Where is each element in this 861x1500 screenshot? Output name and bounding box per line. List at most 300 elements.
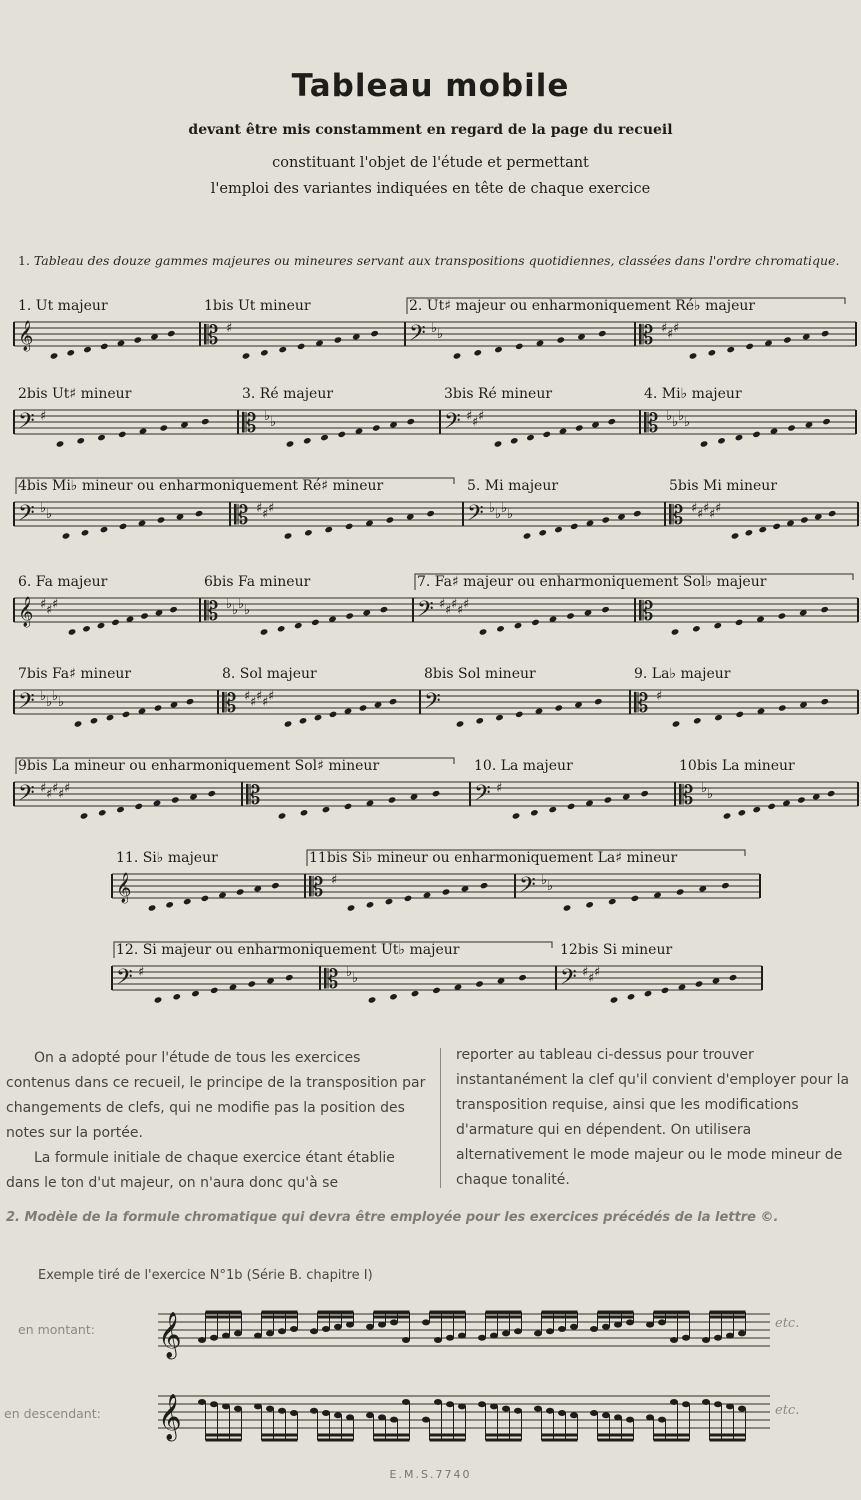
scale-note xyxy=(406,418,415,425)
note xyxy=(490,1333,498,1339)
key-signature-accidental: ♭ xyxy=(226,597,233,612)
scale-note xyxy=(404,895,413,902)
clef-icon: 𝄡 xyxy=(644,409,659,439)
key-signature-accidental: ♭ xyxy=(40,501,47,516)
note xyxy=(558,1326,566,1332)
scale-label: 1bis Ut mineur xyxy=(204,298,311,314)
clef-icon: 𝄡 xyxy=(246,781,261,811)
scale-note xyxy=(689,352,698,359)
scale-note xyxy=(277,625,286,632)
scale-note xyxy=(828,510,837,517)
treble-clef-icon: 𝄞 xyxy=(158,1312,182,1358)
scale-note xyxy=(169,606,178,613)
scale-note xyxy=(82,625,91,632)
key-signature-accidental: ♯ xyxy=(268,689,275,704)
note xyxy=(234,1330,242,1336)
scale-note xyxy=(494,440,503,447)
scale-note xyxy=(735,711,744,718)
key-signature-accidental: ♭ xyxy=(264,409,271,424)
scale-label: 7bis Fa♯ mineur xyxy=(18,666,132,682)
note xyxy=(478,1401,486,1407)
scale-note xyxy=(154,704,163,711)
scale-note xyxy=(345,612,354,619)
clef-icon: 𝄡 xyxy=(634,689,649,719)
key-signature-accidental: ♯ xyxy=(52,597,59,612)
scale-note xyxy=(538,529,547,536)
scale-label: 8bis Sol mineur xyxy=(424,666,536,682)
scale-note xyxy=(631,895,640,902)
note xyxy=(422,1319,430,1325)
note xyxy=(310,1408,318,1414)
key-signature-accidental: ♭ xyxy=(352,971,359,986)
scale-label: 1. Ut majeur xyxy=(18,298,108,314)
note xyxy=(366,1324,374,1330)
clef-icon: 𝄢 xyxy=(18,689,35,719)
key-signature-accidental: ♯ xyxy=(138,965,145,980)
note xyxy=(310,1328,318,1334)
key-signature-accidental: ♭ xyxy=(507,507,514,522)
key-signature-accidental: ♭ xyxy=(40,689,47,704)
key-signature-accidental: ♯ xyxy=(52,781,59,796)
note xyxy=(446,1401,454,1407)
scale-note xyxy=(154,996,163,1003)
scale-note xyxy=(337,431,346,438)
key-signature-accidental: ♯ xyxy=(250,695,257,710)
scale-note xyxy=(411,990,420,997)
scale-note xyxy=(598,330,607,337)
scale-note xyxy=(260,628,269,635)
column-divider xyxy=(440,1048,441,1188)
section-1-number: 1. xyxy=(18,253,30,268)
note xyxy=(478,1335,486,1341)
note xyxy=(514,1328,522,1334)
clef-icon: 𝄢 xyxy=(18,409,35,439)
scale-note xyxy=(714,714,723,721)
scale-note xyxy=(473,349,482,356)
scale-note xyxy=(800,516,809,523)
scale-label: 9. La♭ majeur xyxy=(634,666,731,682)
note xyxy=(670,1399,678,1405)
key-signature-accidental: ♯ xyxy=(226,321,233,336)
scale-note xyxy=(767,803,776,810)
key-signature-accidental: ♯ xyxy=(40,597,47,612)
ascending-label: en montant: xyxy=(18,1322,95,1337)
key-signature-accidental: ♭ xyxy=(701,781,708,796)
note xyxy=(434,1399,442,1405)
note xyxy=(222,1333,230,1339)
scale-note xyxy=(556,336,565,343)
scale-note xyxy=(601,606,610,613)
scale-note xyxy=(97,434,106,441)
clef-icon: 𝄡 xyxy=(639,321,654,351)
etc-label-descending: etc. xyxy=(775,1403,800,1418)
scale-note xyxy=(299,717,308,724)
scale-note xyxy=(366,901,375,908)
chromatic-example-staves xyxy=(150,1290,770,1450)
note xyxy=(602,1412,610,1418)
note xyxy=(222,1403,230,1409)
note xyxy=(502,1330,510,1336)
note xyxy=(402,1337,410,1343)
scale-note xyxy=(278,812,287,819)
scale-note xyxy=(297,343,306,350)
scale-note xyxy=(676,888,685,895)
note xyxy=(210,1401,218,1407)
key-signature-accidental: ♯ xyxy=(244,689,251,704)
key-signature-accidental: ♯ xyxy=(268,501,275,516)
scale-note xyxy=(50,352,59,359)
scale-note xyxy=(66,349,75,356)
scale-note xyxy=(284,720,293,727)
scale-note xyxy=(74,720,83,727)
scale-note xyxy=(721,882,730,889)
scale-label: 7. Fa♯ majeur ou enharmoniquement Sol♭ majeur xyxy=(417,574,767,590)
note xyxy=(378,1414,386,1420)
scale-note xyxy=(585,901,594,908)
scale-note xyxy=(695,980,704,987)
key-signature-accidental: ♭ xyxy=(238,597,245,612)
scale-note xyxy=(713,622,722,629)
key-signature-accidental: ♭ xyxy=(666,409,673,424)
scale-note xyxy=(787,424,796,431)
scale-note xyxy=(322,806,331,813)
note xyxy=(646,1414,654,1420)
scale-note xyxy=(100,343,109,350)
scale-note xyxy=(494,346,503,353)
clef-icon: 𝄡 xyxy=(639,597,654,627)
clef-icon: 𝄢 xyxy=(560,965,577,995)
scale-note xyxy=(778,612,787,619)
clef-icon: 𝄡 xyxy=(679,781,694,811)
key-signature-accidental: ♯ xyxy=(262,507,269,522)
scale-note xyxy=(347,904,356,911)
scale-note xyxy=(510,437,519,444)
scale-note xyxy=(523,532,532,539)
note xyxy=(570,1412,578,1418)
note xyxy=(266,1330,274,1336)
key-signature-accidental: ♯ xyxy=(46,603,53,618)
note xyxy=(198,1399,206,1405)
key-signature-accidental: ♭ xyxy=(547,879,554,894)
key-signature-accidental: ♭ xyxy=(46,507,53,522)
scale-note xyxy=(98,809,107,816)
note xyxy=(422,1417,430,1423)
key-signature-accidental: ♯ xyxy=(256,689,263,704)
subtitle-line-3: l'emploi des variantes indiquées en tête de chaque exercice xyxy=(210,181,651,197)
note xyxy=(266,1406,274,1412)
scale-note xyxy=(531,619,540,626)
key-signature-accidental: ♭ xyxy=(501,501,508,516)
key-signature-accidental: ♯ xyxy=(451,597,458,612)
scale-note xyxy=(723,812,732,819)
note xyxy=(402,1399,410,1405)
scale-note xyxy=(388,796,397,803)
clef-icon: 𝄢 xyxy=(424,689,441,719)
scale-note xyxy=(159,424,168,431)
note xyxy=(682,1401,690,1407)
scale-note xyxy=(285,974,294,981)
scale-note xyxy=(172,993,181,1000)
note xyxy=(590,1326,598,1332)
left-paragraph-2: La formule initiale de chaque exercice étant établie dans le ton d'ut majeur, on n'aura donc qu'à se xyxy=(6,1150,395,1191)
scale-note xyxy=(56,440,65,447)
scale-note xyxy=(247,980,256,987)
note xyxy=(738,1406,746,1412)
scale-note xyxy=(700,440,709,447)
note xyxy=(658,1319,666,1325)
note xyxy=(738,1330,746,1336)
scale-note xyxy=(260,349,269,356)
key-signature-accidental: ♭ xyxy=(46,695,53,710)
scale-note xyxy=(329,711,338,718)
scale-note xyxy=(68,628,77,635)
section-1-heading-text: Tableau des douze gammes majeures ou mineures servant aux transpositions quotidiennes, classées dans l'ordre chromatique. xyxy=(33,253,840,268)
clef-icon: 𝄢 xyxy=(417,597,434,627)
scale-note xyxy=(207,790,216,797)
scale-note xyxy=(118,431,127,438)
scale-note xyxy=(567,803,576,810)
scale-note xyxy=(359,704,368,711)
scale-label: 8. Sol majeur xyxy=(222,666,317,682)
scale-note xyxy=(608,898,617,905)
section-2-heading: 2. Modèle de la formule chromatique qui devra être employée pour les exercices précédés de la lettre ©. xyxy=(6,1210,779,1225)
scale-note xyxy=(752,806,761,813)
clef-icon: 𝄢 xyxy=(519,873,536,903)
clef-icon: 𝄞 xyxy=(116,873,132,903)
scale-note xyxy=(607,418,616,425)
scale-note xyxy=(672,720,681,727)
scale-note xyxy=(453,352,462,359)
scale-note xyxy=(575,424,584,431)
subtitle-line-1: devant être mis constamment en regard de la page du recueil xyxy=(188,122,673,138)
scale-note xyxy=(334,336,343,343)
clef-icon: 𝄢 xyxy=(444,409,461,439)
scale-note xyxy=(278,346,287,353)
scale-note xyxy=(80,812,89,819)
scale-note xyxy=(731,532,740,539)
scale-note xyxy=(191,990,200,997)
note xyxy=(702,1337,710,1343)
scale-note xyxy=(530,809,539,816)
clef-icon: 𝄢 xyxy=(18,781,35,811)
note xyxy=(502,1406,510,1412)
scale-label: 10. La majeur xyxy=(474,758,573,774)
scale-note xyxy=(693,717,702,724)
clef-icon: 𝄡 xyxy=(234,501,249,531)
note xyxy=(458,1333,466,1339)
note xyxy=(534,1330,542,1336)
scale-note xyxy=(111,619,120,626)
scale-note xyxy=(140,612,149,619)
note xyxy=(278,1408,286,1414)
scale-note xyxy=(633,510,642,517)
scale-note xyxy=(242,352,251,359)
key-signature-accidental: ♯ xyxy=(697,507,704,522)
key-signature-accidental: ♯ xyxy=(715,501,722,516)
note xyxy=(458,1403,466,1409)
scale-note xyxy=(827,790,836,797)
key-signature-accidental: ♯ xyxy=(496,781,503,796)
scale-note xyxy=(236,888,245,895)
right-text-column xyxy=(456,1043,861,1193)
scale-label: 6bis Fa mineur xyxy=(204,574,311,590)
clef-icon: 𝄡 xyxy=(242,409,257,439)
key-signature-accidental: ♯ xyxy=(256,501,263,516)
scale-note xyxy=(515,711,524,718)
key-signature-accidental: ♭ xyxy=(495,507,502,522)
key-signature-accidental: ♯ xyxy=(331,873,338,888)
note xyxy=(658,1417,666,1423)
scale-label: 11. Si♭ majeur xyxy=(116,850,218,866)
scale-note xyxy=(165,901,174,908)
scale-note xyxy=(661,987,670,994)
note xyxy=(254,1403,262,1409)
key-signature-accidental: ♯ xyxy=(466,409,473,424)
scale-note xyxy=(604,796,613,803)
plate-number: E.M.S.7740 xyxy=(389,1468,472,1481)
descending-label: en descendant: xyxy=(4,1406,101,1421)
scale-note xyxy=(97,622,106,629)
scale-note xyxy=(526,434,535,441)
clef-icon: 𝄢 xyxy=(409,321,426,351)
scale-note xyxy=(122,711,131,718)
note xyxy=(546,1328,554,1334)
example-caption: Exemple tiré de l'exercice N°1b (Série B. chapitre I) xyxy=(38,1268,373,1283)
scale-note xyxy=(640,790,649,797)
scale-label: 9bis La mineur ou enharmoniquement Sol♯ mineur xyxy=(18,758,380,774)
scale-note xyxy=(778,704,787,711)
key-signature-accidental: ♭ xyxy=(489,501,496,516)
key-signature-accidental: ♭ xyxy=(431,321,438,336)
note xyxy=(390,1319,398,1325)
clef-icon: 𝄢 xyxy=(116,965,133,995)
key-signature-accidental: ♯ xyxy=(588,971,595,986)
key-signature-accidental: ♯ xyxy=(457,603,464,618)
scale-label: 2bis Ut♯ mineur xyxy=(18,386,132,402)
clef-icon: 𝄢 xyxy=(474,781,491,811)
key-signature-accidental: ♯ xyxy=(64,781,71,796)
scale-note xyxy=(475,717,484,724)
note xyxy=(614,1322,622,1328)
scale-note xyxy=(432,790,441,797)
scale-note xyxy=(148,904,157,911)
scale-note xyxy=(90,717,99,724)
note xyxy=(446,1335,454,1341)
scale-note xyxy=(548,806,557,813)
scale-label: 12bis Si mineur xyxy=(560,942,673,958)
note xyxy=(322,1326,330,1332)
scale-note xyxy=(821,330,830,337)
scale-note xyxy=(644,990,653,997)
scale-note xyxy=(300,809,309,816)
key-signature-accidental: ♯ xyxy=(40,409,47,424)
scale-note xyxy=(116,806,125,813)
scale-label: 4bis Mi♭ mineur ou enharmoniquement Ré♯ mineur xyxy=(18,478,384,494)
scale-note xyxy=(210,987,219,994)
clef-icon: 𝄡 xyxy=(204,597,219,627)
scale-note xyxy=(171,796,180,803)
scale-note xyxy=(480,882,489,889)
note xyxy=(714,1335,722,1341)
scale-note xyxy=(133,336,142,343)
scale-note xyxy=(822,418,831,425)
key-signature-accidental: ♯ xyxy=(40,781,47,796)
scale-note xyxy=(570,523,579,530)
scale-note xyxy=(314,714,323,721)
note xyxy=(278,1328,286,1334)
scale-note xyxy=(106,714,115,721)
scale-note xyxy=(345,523,354,530)
scale-note xyxy=(515,343,524,350)
section-1-heading xyxy=(18,250,858,271)
scale-note xyxy=(304,529,313,536)
scale-note xyxy=(303,437,312,444)
scale-note xyxy=(62,532,71,539)
clef-icon: 𝄞 xyxy=(18,321,34,351)
scale-note xyxy=(610,996,619,1003)
scale-note xyxy=(738,809,747,816)
note xyxy=(254,1333,262,1339)
scale-note xyxy=(729,974,738,981)
note xyxy=(290,1326,298,1332)
scale-note xyxy=(195,510,204,517)
left-paragraph-1: On a adopté pour l'étude de tous les exercices contenus dans ce recueil, le principe de la transposition par changements de clefs, qui ne modifie pas la position des notes sur la portée. xyxy=(6,1050,426,1141)
scale-note xyxy=(386,516,395,523)
key-signature-accidental: ♯ xyxy=(439,597,446,612)
etc-label-ascending: etc. xyxy=(775,1316,800,1331)
scale-note xyxy=(820,698,829,705)
key-signature-accidental: ♭ xyxy=(672,415,679,430)
note xyxy=(714,1401,722,1407)
key-signature-accidental: ♯ xyxy=(445,603,452,618)
key-signature-accidental: ♭ xyxy=(678,409,685,424)
scale-note xyxy=(284,532,293,539)
key-signature-accidental: ♯ xyxy=(478,409,485,424)
scale-note xyxy=(186,698,195,705)
scale-note xyxy=(167,330,176,337)
scale-note xyxy=(119,523,128,530)
scale-note xyxy=(627,993,636,1000)
key-signature-accidental: ♯ xyxy=(667,327,674,342)
note xyxy=(514,1408,522,1414)
scale-label: 6. Fa majeur xyxy=(18,574,108,590)
scale-note xyxy=(708,349,717,356)
scale-note xyxy=(745,529,754,536)
clef-icon: 𝄡 xyxy=(309,873,324,903)
scale-note xyxy=(324,526,333,533)
note xyxy=(726,1333,734,1339)
note xyxy=(614,1414,622,1420)
scale-note xyxy=(368,996,377,1003)
note xyxy=(726,1403,734,1409)
scale-note xyxy=(772,523,781,530)
note xyxy=(590,1410,598,1416)
scale-note xyxy=(566,612,575,619)
scale-note xyxy=(271,882,280,889)
scales-table xyxy=(0,270,861,1030)
scale-note xyxy=(201,895,210,902)
scale-note xyxy=(563,904,572,911)
key-signature-accidental: ♭ xyxy=(52,689,59,704)
scale-note xyxy=(183,898,192,905)
scale-label: 5. Mi majeur xyxy=(467,478,559,494)
scale-note xyxy=(717,437,726,444)
key-signature-accidental: ♭ xyxy=(541,873,548,888)
scale-label: 10bis La mineur xyxy=(679,758,795,774)
scale-note xyxy=(389,698,398,705)
note xyxy=(670,1337,678,1343)
note xyxy=(682,1335,690,1341)
